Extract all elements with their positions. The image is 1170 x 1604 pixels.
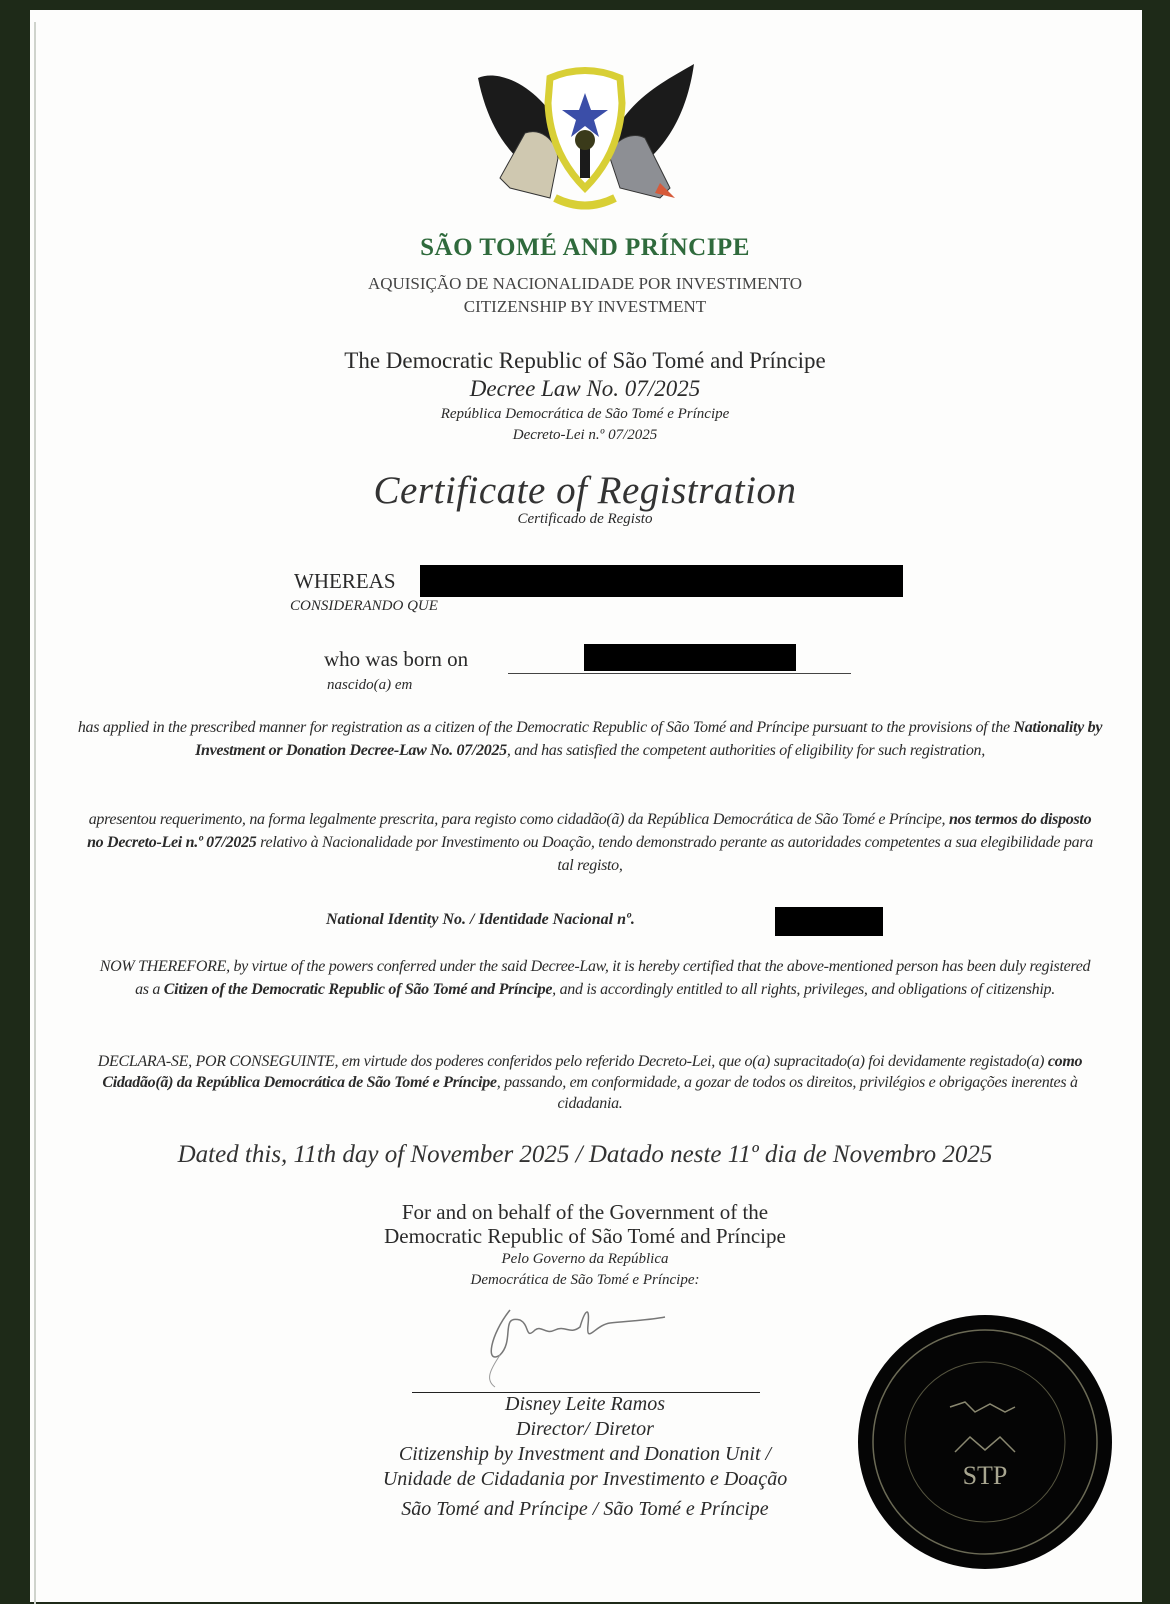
- signature: [480, 1295, 690, 1390]
- certificate-title-pt: Certificado de Registo: [517, 511, 653, 527]
- behalf-pt-1: Pelo Governo da República: [501, 1251, 669, 1267]
- official-seal: [855, 1312, 1115, 1572]
- coat-of-arms-emblem: [470, 58, 702, 218]
- national-id-label: National Identity No. / Identidade Nacional nº.: [326, 911, 635, 928]
- signatory-unit-pt: Unidade de Cidadania por Investimento e Doação: [382, 1468, 788, 1490]
- program-pt: AQUISIÇÃO DE NACIONALIDADE POR INVESTIMENTO: [367, 274, 803, 293]
- whereas-label-pt: CONSIDERANDO QUE: [290, 598, 438, 614]
- country-title: SÃO TOMÉ AND PRÍNCIPE: [420, 234, 750, 261]
- signatory-unit-en: Citizenship by Investment and Donation Unit /: [398, 1443, 772, 1465]
- whereas-label: WHEREAS: [294, 569, 396, 593]
- behalf-pt-2: Democrática de São Tomé e Príncipe:: [470, 1272, 700, 1288]
- republic-pt: República Democrática de São Tomé e Príncipe: [440, 406, 730, 422]
- behalf-line-1: For and on behalf of the Government of the: [401, 1200, 769, 1224]
- decree-en: Decree Law No. 07/2025: [469, 376, 701, 401]
- republic-en: The Democratic Republic of São Tomé and Príncipe: [344, 348, 826, 373]
- program-en: CITIZENSHIP BY INVESTMENT: [463, 297, 707, 316]
- certification-paragraph-en: NOW THEREFORE, by virtue of the powers conferred under the said Decree-Law, it is hereby certified that the above-mentioned person has been duly registered as a Citizen of the Democratic Republic of São Tomé and Príncipe, and is accordingly entitled to all rights, privileges, and obligations of citizenship.: [99, 958, 1091, 998]
- born-on-label-pt: nascido(a) em: [327, 677, 413, 693]
- behalf-line-2: Democratic Republic of São Tomé and Príncipe: [384, 1224, 786, 1248]
- redacted-birth-date: [584, 644, 796, 671]
- certification-paragraph-pt: DECLARA-SE, POR CONSEGUINTE, em virtude dos poderes conferidos pelo referido Decreto-Lei, que o(a) supracitado(a) foi devidamente registado(a) como Cidadão(ã) da República Democrática de São Tomé e Príncipe, passando, em conformidade, a gozar de todos os direitos, privilégios e obrigações inerentes à cidadania.: [97, 1053, 1083, 1112]
- decree-pt: Decreto-Lei n.º 07/2025: [512, 427, 658, 443]
- application-paragraph-en: has applied in the prescribed manner for registration as a citizen of the Democratic Republic of São Tomé and Príncipe pursuant to the provisions of the Nationality by Investment or Donation Decree-Law No. 07/2025, and has satisfied the competent authorities of eligibility for such registration,: [77, 719, 1103, 759]
- seal-text: STP: [962, 1461, 1008, 1490]
- signatory-role: Director/ Diretor: [516, 1418, 654, 1440]
- redacted-national-id: [775, 907, 883, 936]
- dated-line: Dated this, 11th day of November 2025 / Datado neste 11º dia de Novembro 2025: [177, 1141, 993, 1168]
- born-on-label: who was born on: [324, 647, 469, 671]
- redacted-name: [420, 565, 903, 597]
- application-paragraph-pt: apresentou requerimento, na forma legalmente prescrita, para registo como cidadão(ã) da República Democrática de São Tomé e Príncipe, nos termos do disposto no Decreto-Lei n.º 07/2025 relativo à Nacionalidade por Investimento ou Doação, tendo demonstrado perante as autoridades competentes a sua elegibilidade para tal registo,: [87, 811, 1093, 874]
- signatory-place: São Tomé and Príncipe / São Tomé e Príncipe: [401, 1498, 769, 1520]
- signatory-name: Disney Leite Ramos: [505, 1393, 665, 1415]
- birth-date-line: [508, 673, 851, 674]
- certificate-title: Certificate of Registration: [373, 469, 797, 512]
